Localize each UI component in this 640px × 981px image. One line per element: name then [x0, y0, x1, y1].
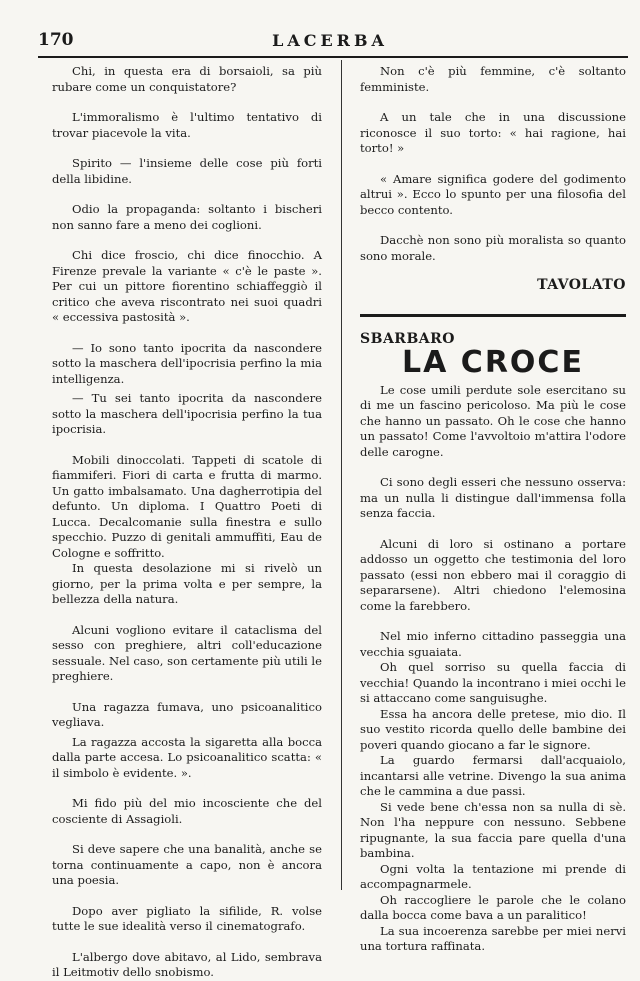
aphorism: Mobili dinoccolati. Tappeti di scatole di fiammiferi. Fiori di carta e frutta di marmo. Un gatto imbalsamato. Una dagherrotipia del defunto. Un diploma. I Quattro Poeti di Lucca. Decalcomanie sulla finestra e sullo specchio. Puzzo di genitali ammuffiti, Eau de Cologne e soffritto. — [52, 452, 322, 560]
article-paragraph: Ci sono degli esseri che nessuno osserva: ma un nulla li distingue dall'immensa folla senza faccia. — [360, 475, 626, 520]
article-paragraph: Si vede bene ch'essa non sa nulla di sè. Non l'ha neppure con nessuno. Sebbene ripugnante, la sua faccia pare quella d'una bambina. — [360, 799, 626, 860]
section-rule — [360, 314, 626, 317]
page-header — [38, 30, 622, 54]
aphorism: — Tu sei tanto ipocrita da nascondere sotto la maschera dell'ipocrisia perfino la tua ipocrisia. — [52, 391, 322, 436]
aphorism: Alcuni vogliono evitare il cataclisma del sesso con preghiere, altri coll'educazione sessuale. Nel caso, son certamente più utili le preghiere. — [52, 622, 322, 683]
aphorism: — Io sono tanto ipocrita da nascondere sotto la maschera dell'ipocrisia perfino la mia intelligenza. — [52, 340, 322, 386]
aphorism: A un tale che in una discussione riconosce il suo torto: « hai ragione, hai torto! » — [360, 110, 626, 155]
article-paragraph: La guardo fermarsi dall'acquaiolo, incantarsi alle vetrine. Divengo la sua anima che le cammina a due passi. — [360, 753, 626, 798]
header-rule — [38, 56, 628, 58]
aphorism: Spirito — l'insieme delle cose più forti della libidine. — [52, 156, 322, 186]
aphorism: Odio la propaganda: soltanto i bischeri non sanno fare a meno dei coglioni. — [52, 202, 322, 232]
page-number: 170 — [38, 30, 74, 50]
article-author: SBARBARO — [360, 330, 455, 347]
aphorism: Una ragazza fumava, uno psicoanalitico vegliava. — [52, 699, 322, 729]
column-divider — [341, 60, 342, 890]
aphorism: Non c'è più femmine, c'è soltanto femministe. — [360, 64, 626, 94]
article-paragraph: La sua incoerenza sarebbe per miei nervi una tortura raffinata. — [360, 923, 626, 953]
aphorism: Chi, in questa era di borsaioli, sa più rubare come un conquistatore? — [52, 64, 322, 94]
article-paragraph: Le cose umili perdute sole esercitano su di me un fascino pericoloso. Ma più le cose che hanno un passato. Oh le cose che hanno un passato! Come l'avvoltoio m'attira l'odore delle carogne. — [360, 382, 626, 459]
author-signature: TAVOLATO — [537, 277, 626, 293]
aphorism: L'albergo dove abitavo, al Lido, sembrava il Leitmotiv dello snobismo. — [52, 949, 322, 979]
aphorism: « Amare significa godere del godimento altrui ». Ecco lo spunto per una filosofia del becco contento. — [360, 171, 626, 217]
aphorism: Chi dice froscio, chi dice finocchio. A Firenze prevale la variante « c'è le paste ». Per cui un pittore fiorentino schiaffeggiò il critico che aveva riscontrato nei suoi quadri « eccessiva pastosità ». — [52, 248, 322, 324]
aphorism: L'immoralismo è l'ultimo tentativo di trovar piacevole la vita. — [52, 110, 322, 140]
aphorism: Dacchè non sono più moralista so quanto sono morale. — [360, 233, 626, 263]
journal-masthead: LACERBA — [272, 31, 388, 50]
article-paragraph: Oh quel sorriso su quella faccia di vecchia! Quando la incontrano i miei occhi le si attaccano come sanguisughe. — [360, 660, 626, 705]
aphorism: Si deve sapere che una banalità, anche se torna continuamente a capo, non è ancora una poesia. — [52, 842, 322, 887]
article-paragraph: Oh raccogliere le parole che le colano dalla bocca come bava a un paralitico! — [360, 892, 626, 922]
article-title: LA CROCE — [402, 345, 584, 380]
article-paragraph: Alcuni di loro si ostinano a portare addosso un oggetto che testimonia del loro passato (essi non ebbero mai il coraggio di separarsene). Altri chiedono l'elemosina come la farebbero. — [360, 536, 626, 613]
aphorism: La ragazza accosta la sigaretta alla bocca dalla parte accesa. Lo psicoanalitico scatta: « il simbolo è evidente. ». — [52, 734, 322, 780]
article-paragraph: Ogni volta la tentazione mi prende di accompagnarmele. — [360, 861, 626, 891]
aphorism: In questa desolazione mi si rivelò un giorno, per la prima volta e per sempre, la bellezza della natura. — [52, 561, 322, 606]
article-paragraph: Nel mio inferno cittadino passeggia una vecchia sguaiata. — [360, 629, 626, 659]
aphorism: Mi fido più del mio incosciente che del cosciente di Assagioli. — [52, 796, 322, 826]
left-column — [52, 64, 322, 981]
right-column — [360, 64, 626, 955]
aphorism: Dopo aver pigliato la sifilide, R. volse tutte le sue idealità verso il cinematografo. — [52, 903, 322, 933]
article-paragraph: Essa ha ancora delle pretese, mio dio. Il suo vestito ricorda quello delle bambine dei poveri quando giocano a far le signore. — [360, 706, 626, 752]
